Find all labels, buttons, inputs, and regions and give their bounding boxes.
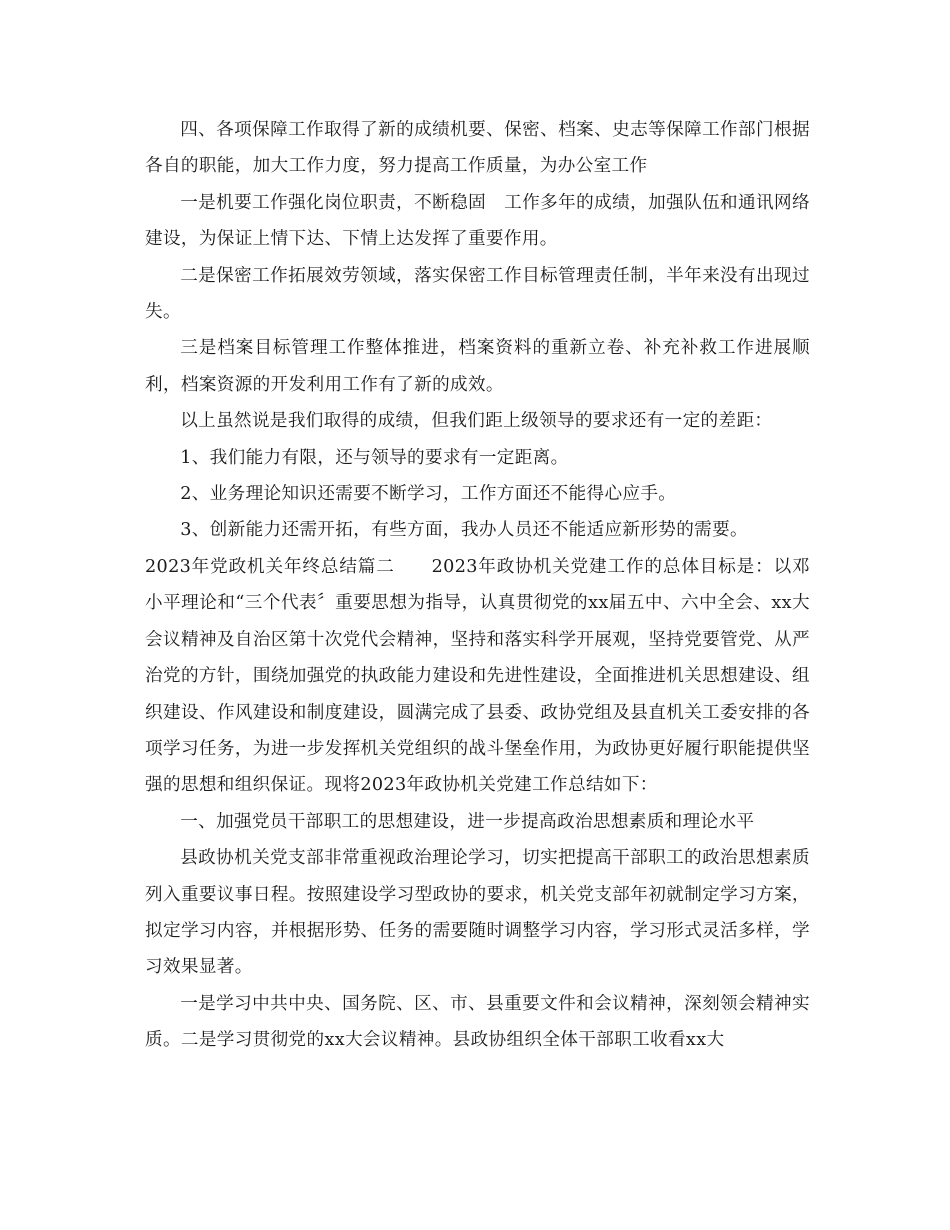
list-item-gap-1: 1、我们能力有限，还与领导的要求有一定距离。 — [180, 447, 569, 468]
list-item-gap-2: 2、业务理论知识还需要不断学习，工作方面还不能得心应手。 — [180, 484, 677, 505]
paragraph-secrecy-work: 二是保密工作拓展效劳领域，落实保密工作目标管理责任制，半年来没有出现过失。 — [145, 265, 810, 323]
document-body — [145, 112, 810, 1059]
section-heading-ideological-building: 一、加强党员干部职工的思想建设，进一步提高政治思想素质和理论水平 — [180, 811, 755, 832]
paragraph-security-work: 四、各项保障工作取得了新的成绩机要、保密、档案、史志等保障工作部门根据各自的职能，加大工作力度，努力提高工作质量，为办公室工作 — [145, 120, 810, 177]
paragraph-confidential-work: 一是机要工作强化岗位职责，不断稳固 工作多年的成绩，加强队伍和通讯网络建设，为保证上情下达、下情上达发挥了重要作用。 — [145, 192, 810, 250]
paragraph-archive-work: 三是档案目标管理工作整体推进，档案资料的重新立卷、补充补救工作进展顺利，档案资源的开发利用工作有了新的成效。 — [145, 338, 810, 395]
paragraph-theory-study: 县政协机关党支部非常重视政治理论学习，切实把提高干部职工的政治思想素质列入重要议事日程。按照建设学习型政协的要求，机关党支部年初就制定学习方案，拟定学习内容，并根据形势、任务的需要随时调整学习内容，学习形式灵活多样，学习效果显著。 — [145, 848, 810, 978]
paragraph-gap-intro: 以上虽然说是我们取得的成绩，但我们距上级领导的要求还有一定的差距： — [180, 411, 773, 432]
paragraph-study-content: 一是学习中共中央、国务院、区、市、县重要文件和会议精神，深刻领会精神实质。二是学习贯彻党的xx大会议精神。县政协组织全体干部职工收看xx大 — [145, 993, 810, 1051]
paragraph-summary-part-two: 2023年党政机关年终总结篇二 2023年政协机关党建工作的总体目标是：以邓小平理论和“三个代表〞重要思想为指导，认真贯彻党的xx届五中、六中全会、xx大会议精神及自治区第十次党代会精神，坚持和落实科学开展观，坚持党要管党、从严治党的方针，围绕加强党的执政能力建设和先进性建设，全面推进机关思想建设、组织建设、作风建设和制度建设，圆满完成了县委、政协党组及县直机关工委安排的各项学习任务，为进一步发挥机关党组织的战斗堡垒作用，为政协更好履行职能提供坚强的思想和组织保证。现将2023年政协机关党建工作总结如下： — [145, 556, 810, 796]
list-item-gap-3: 3、创新能力还需开拓，有些方面，我办人员还不能适应新形势的需要。 — [180, 520, 748, 541]
